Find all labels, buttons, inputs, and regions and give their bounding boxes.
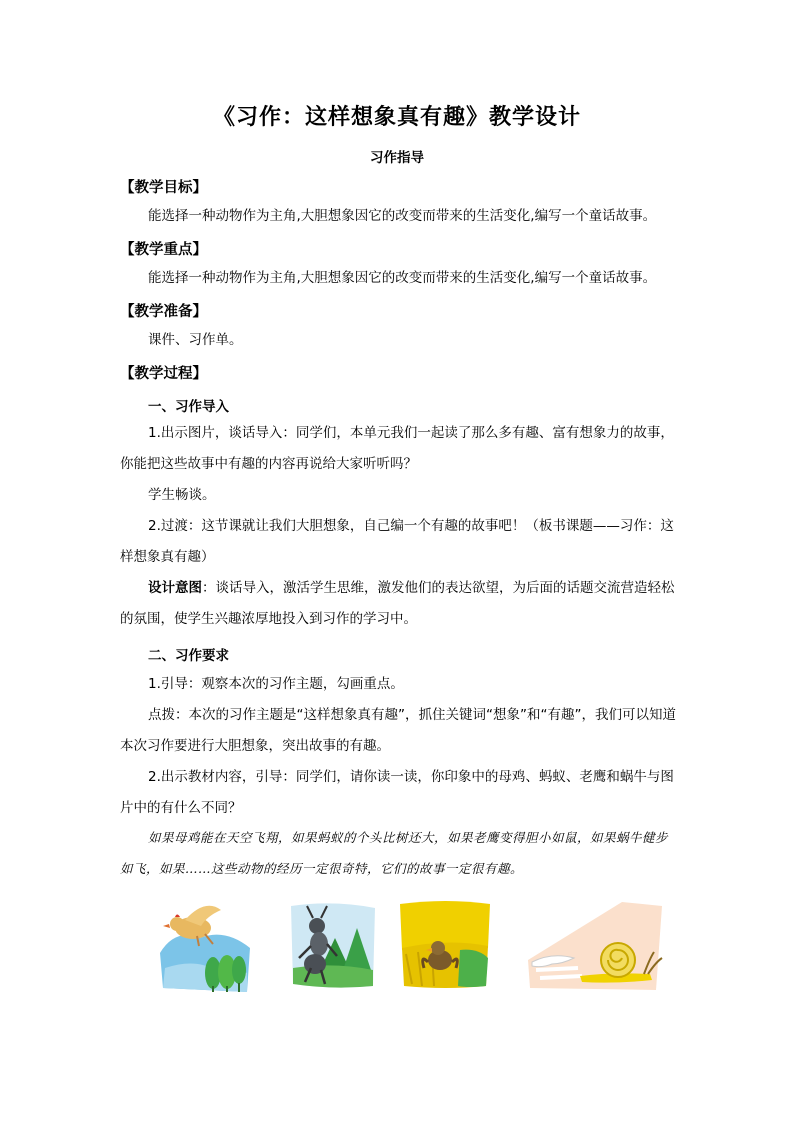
part2-p3: 2.出示教材内容，引导：同学们，请你读一读，你印象中的母鸡、蚂蚁、老鹰和蜗牛与图片中的有什么不同？: [120, 769, 674, 816]
heading-goal: 【教学目标】: [120, 180, 207, 196]
part1-title: 一、习作导入: [148, 399, 229, 415]
part1-p2: 学生畅谈。: [148, 487, 216, 503]
heading-prep: 【教学准备】: [120, 304, 207, 320]
part2-p1: 1.引导：观察本次的习作主题，勾画重点。: [148, 676, 404, 692]
fast-snail-illustration: [522, 898, 664, 992]
part2-p2: 点拨：本次的习作主题是“这样想象真有趣”，抓住关键词“想象”和“有趣”，我们可以知道本次习作要进行大胆想象，突出故事的有趣。: [120, 707, 676, 754]
document-subtitle: 习作指导: [370, 150, 424, 166]
heading-process: 【教学过程】: [120, 366, 207, 382]
prep-text: 课件、习作单。: [148, 332, 243, 348]
document-title: 《习作：这样想象真有趣》教学设计: [212, 104, 581, 130]
design-intent-text: ：谈话导入，激活学生思维，激发他们的表达欲望，为后面的话题交流营造轻松的氛围，使学生兴趣浓厚地投入到习作的学习中。: [120, 580, 675, 627]
part1-p3: 2.过渡：这节课就让我们大胆想象，自己编一个有趣的故事吧！（板书课题——习作：这样想象真有趣）: [120, 518, 674, 565]
design-intent-label: 设计意图: [148, 580, 202, 596]
key-text: 能选择一种动物作为主角,大胆想象因它的改变而带来的生活变化,编写一个童话故事。: [148, 270, 657, 286]
part1-p1: 1.出示图片，谈话导入：同学们，本单元我们一起读了那么多有趣、富有想象力的故事，你能把这些故事中有趣的内容再说给大家听听吗？: [120, 425, 674, 472]
design-intent: [120, 573, 680, 635]
giant-ant-illustration: [287, 898, 379, 990]
heading-key: 【教学重点】: [120, 242, 207, 258]
part2-title: 二、习作要求: [148, 648, 229, 664]
timid-eagle-illustration: [398, 898, 492, 990]
goal-text: 能选择一种动物作为主角,大胆想象因它的改变而带来的生活变化,编写一个童话故事。: [148, 208, 657, 224]
textbook-quote: 如果母鸡能在天空飞翔，如果蚂蚁的个头比树还大，如果老鹰变得胆小如鼠，如果蜗牛健步如飞，如果……这些动物的经历一定很奇特，它们的故事一定很有趣。: [120, 830, 669, 876]
flying-hen-illustration: [155, 898, 253, 992]
